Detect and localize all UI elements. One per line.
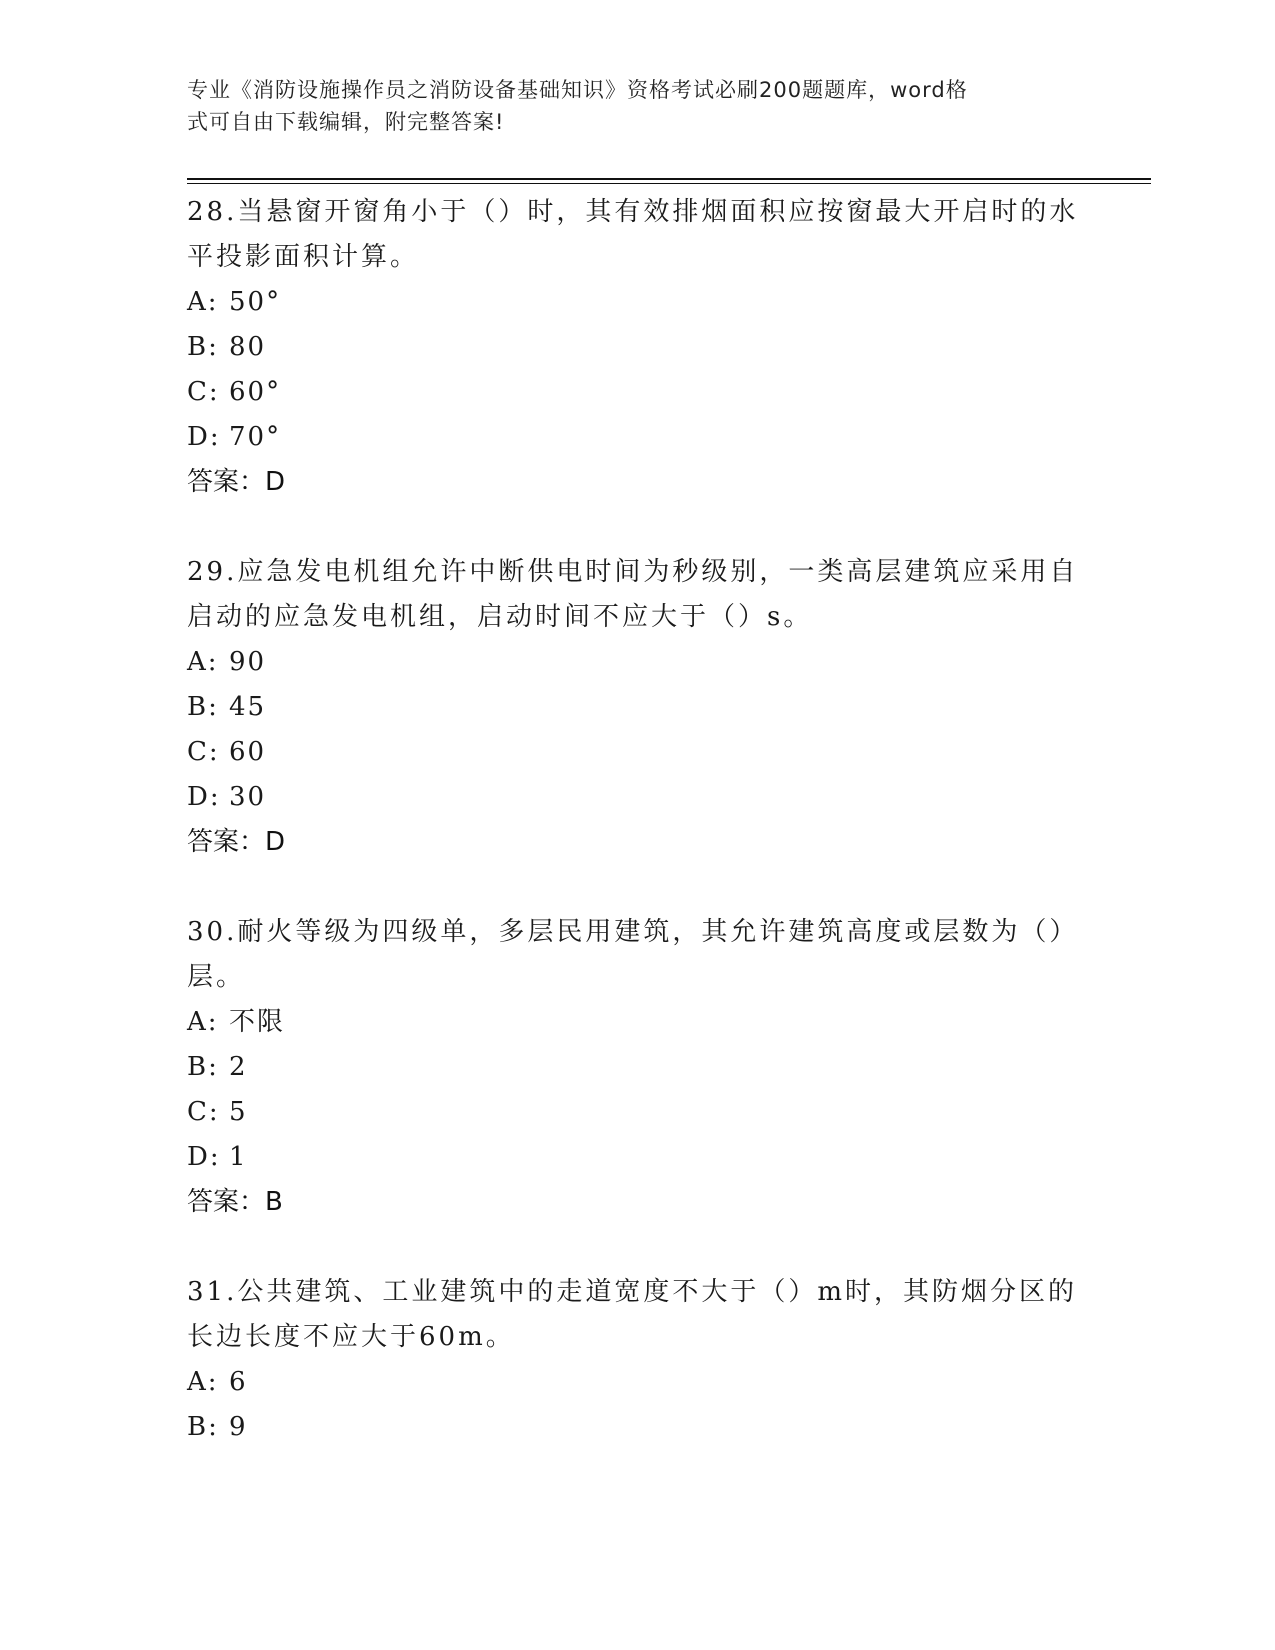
option-a	[187, 280, 1087, 325]
header-line-1: 专业《消防设施操作员之消防设备基础知识》资格考试必刷200题题库，word格	[187, 78, 968, 102]
option-label: B:	[187, 332, 219, 362]
option-value: 5	[229, 1097, 248, 1127]
option-value: 80	[229, 332, 267, 362]
answer-text: 答案：B	[187, 1187, 283, 1217]
option-c	[187, 370, 1087, 415]
option-label: A:	[187, 1367, 219, 1397]
answer-text: 答案：D	[187, 467, 286, 497]
question-text-line-2: 启动的应急发电机组，启动时间不应大于（）s。	[187, 602, 813, 632]
option-c	[187, 1090, 1087, 1135]
question-spacer	[187, 865, 1087, 910]
header-divider-thick	[187, 178, 1151, 180]
option-label: B:	[187, 1412, 219, 1442]
option-label: D:	[187, 782, 221, 812]
option-b	[187, 1405, 1087, 1450]
option-value: 2	[229, 1052, 248, 1082]
question-text-line-1: 28.当悬窗开窗角小于（）时，其有效排烟面积应按窗最大开启时的水	[187, 197, 1079, 227]
header-line-2: 式可自由下载编辑，附完整答案!	[187, 110, 505, 134]
option-value: 不限	[229, 1007, 286, 1037]
option-value: 9	[229, 1412, 248, 1442]
option-label: C:	[187, 1097, 220, 1127]
question-text-line-1: 31.公共建筑、工业建筑中的走道宽度不大于（）m时，其防烟分区的	[187, 1277, 1078, 1307]
question-30	[187, 910, 1087, 1225]
option-a	[187, 1000, 1087, 1045]
question-text-line-1: 29.应急发电机组允许中断供电时间为秒级别，一类高层建筑应采用自	[187, 557, 1079, 587]
option-c	[187, 730, 1087, 775]
option-label: D:	[187, 1142, 221, 1172]
option-label: B:	[187, 1052, 219, 1082]
option-value: 60°	[229, 377, 282, 407]
option-label: B:	[187, 692, 219, 722]
option-label: C:	[187, 377, 220, 407]
option-label: D:	[187, 422, 221, 452]
option-a	[187, 640, 1087, 685]
question-text-line-1: 30.耐火等级为四级单，多层民用建筑，其允许建筑高度或层数为（）	[187, 917, 1079, 947]
option-d	[187, 415, 1087, 460]
option-value: 90	[229, 647, 267, 677]
option-label: C:	[187, 737, 220, 767]
option-value: 30	[229, 782, 267, 812]
question-text-line-2: 层。	[187, 962, 246, 992]
option-b	[187, 325, 1087, 370]
question-spacer	[187, 1225, 1087, 1270]
option-d	[187, 775, 1087, 820]
option-d	[187, 1135, 1087, 1180]
option-value: 70°	[229, 422, 282, 452]
question-text-line-2: 平投影面积计算。	[187, 242, 420, 272]
option-b	[187, 685, 1087, 730]
question-spacer	[187, 505, 1087, 550]
option-value: 60	[229, 737, 267, 767]
answer-text: 答案：D	[187, 827, 286, 857]
option-label: A:	[187, 287, 219, 317]
question-31	[187, 1270, 1087, 1450]
option-label: A:	[187, 647, 219, 677]
question-29	[187, 550, 1087, 865]
option-value: 1	[229, 1142, 248, 1172]
option-label: A:	[187, 1007, 219, 1037]
option-value: 45	[229, 692, 267, 722]
question-list	[187, 190, 1087, 1450]
page-header	[187, 74, 1067, 138]
option-b	[187, 1045, 1087, 1090]
option-value: 50°	[229, 287, 282, 317]
question-text-line-2: 长边长度不应大于60m。	[187, 1322, 515, 1352]
header-divider-thin	[187, 183, 1151, 184]
question-28	[187, 190, 1087, 505]
option-a	[187, 1360, 1087, 1405]
option-value: 6	[229, 1367, 248, 1397]
